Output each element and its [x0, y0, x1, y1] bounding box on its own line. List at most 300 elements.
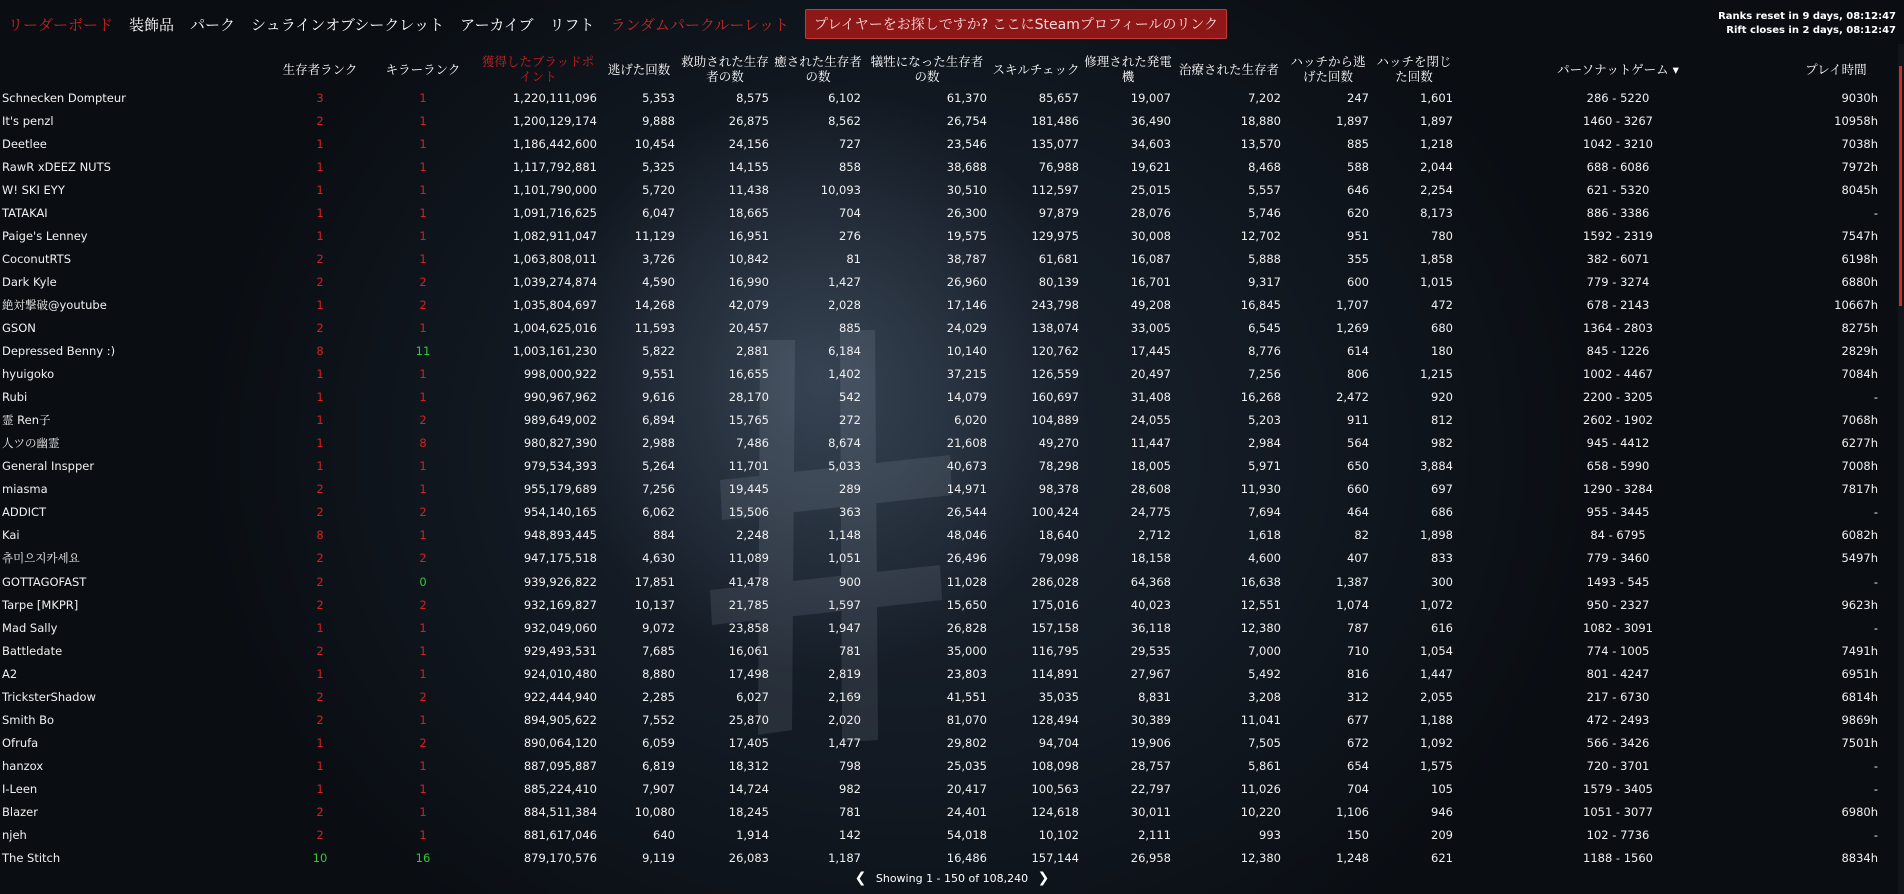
table-row[interactable] [0, 777, 1892, 800]
survivor-rank: 1 [316, 758, 324, 773]
stat-cell: 1,220,111,096 [512, 90, 597, 105]
player-name[interactable]: General Inspper [2, 459, 95, 474]
killer-rank: 1 [419, 459, 427, 474]
stat-cell: 61,681 [1038, 251, 1079, 266]
prev-page-icon[interactable]: ❮ [854, 870, 867, 886]
player-name[interactable]: 츄미으지카세요 [2, 551, 80, 566]
table-row[interactable] [0, 409, 1892, 432]
table-row[interactable] [0, 847, 1892, 870]
stat-cell: 5,264 [642, 459, 675, 474]
stat-cell: 858 [839, 159, 861, 174]
stat-cell: 1,387 [1336, 574, 1369, 589]
playtime-cell: 6980h [1841, 804, 1878, 819]
killer-rank: 2 [419, 551, 427, 566]
column-playtime[interactable]: プレイ時間 [1805, 61, 1867, 77]
stat-cell: 7,256 [642, 482, 675, 497]
stat-cell: 646 [1347, 182, 1369, 197]
stat-cell: 464 [1347, 505, 1369, 520]
stat-cell: 620 [1347, 205, 1369, 220]
survivor-rank: 2 [316, 320, 324, 335]
stat-cell: 1,858 [1420, 251, 1453, 266]
survivor-rank: 2 [316, 828, 324, 843]
player-name[interactable]: The Stitch [2, 851, 61, 866]
stat-cell: 150 [1347, 828, 1369, 843]
stat-cell: 4,630 [642, 551, 675, 566]
stat-cell: 16,951 [728, 228, 769, 243]
stat-cell: 27,967 [1130, 666, 1171, 681]
stat-cell: 5,325 [642, 159, 675, 174]
stat-cell: 932,049,060 [523, 620, 597, 635]
nav-random-perk-roulette[interactable]: ランダムパークルーレット [610, 15, 789, 34]
stat-cell: 5,557 [1248, 182, 1281, 197]
stat-cell: 25,015 [1130, 182, 1171, 197]
stat-cell: 243,798 [1031, 297, 1079, 312]
player-name[interactable]: Tarpe [MKPR] [2, 597, 79, 612]
table-row[interactable] [0, 132, 1892, 155]
personal-games-cell: 945 - 4412 [1586, 436, 1650, 451]
table-row[interactable] [0, 639, 1892, 662]
stat-cell: 812 [1431, 413, 1453, 428]
playtime-cell: 7038h [1841, 136, 1878, 151]
stat-cell: 911 [1347, 413, 1369, 428]
stat-cell: 686 [1431, 505, 1453, 520]
stat-cell: 181,486 [1031, 113, 1079, 128]
table-row[interactable] [0, 247, 1892, 270]
column-escapes[interactable]: 逃げた回数 [607, 61, 671, 77]
stat-cell: 11,701 [728, 459, 769, 474]
killer-rank: 0 [419, 574, 427, 589]
survivor-rank: 2 [316, 712, 324, 727]
killer-rank: 1 [419, 251, 427, 266]
leaderboard-table [0, 52, 1892, 870]
personal-games-cell: 1364 - 2803 [1583, 320, 1653, 335]
playtime-cell: 6082h [1841, 528, 1878, 543]
stat-cell: 8,173 [1420, 205, 1453, 220]
playtime-cell: 10958h [1834, 113, 1878, 128]
table-row[interactable] [0, 708, 1892, 731]
killer-rank: 2 [419, 597, 427, 612]
stat-cell: 7,202 [1248, 90, 1281, 105]
table-row[interactable] [0, 316, 1892, 339]
stat-cell: 160,697 [1031, 390, 1079, 405]
stat-cell: 1,597 [828, 597, 861, 612]
stat-cell: 26,083 [728, 851, 769, 866]
survivor-rank: 2 [316, 574, 324, 589]
stat-cell: 6,020 [954, 413, 987, 428]
stat-cell: 355 [1347, 251, 1369, 266]
stat-cell: 14,724 [728, 781, 769, 796]
stat-cell: 64,368 [1130, 574, 1171, 589]
stat-cell: 16,268 [1240, 390, 1281, 405]
stat-cell: 5,033 [828, 459, 861, 474]
pagination-text: Showing 1 - 150 of 108,240 [875, 872, 1029, 885]
stat-cell: 920 [1431, 390, 1453, 405]
personal-games-cell: 102 - 7736 [1586, 828, 1650, 843]
player-name[interactable]: I-Leen [2, 781, 38, 796]
playtime-cell: 5497h [1841, 551, 1878, 566]
stat-cell: 128,494 [1031, 712, 1079, 727]
stat-cell: 833 [1431, 551, 1453, 566]
stat-cell: 982 [839, 781, 861, 796]
table-row[interactable] [0, 616, 1892, 639]
stat-cell: 1,898 [1420, 528, 1453, 543]
table-row[interactable] [0, 86, 1892, 109]
stat-cell: 80,139 [1038, 274, 1079, 289]
stat-cell: 2,111 [1138, 828, 1171, 843]
table-row[interactable] [0, 731, 1892, 754]
playtime-cell: 7817h [1841, 482, 1878, 497]
killer-rank: 1 [419, 712, 427, 727]
stat-cell: 78,298 [1038, 459, 1079, 474]
table-row[interactable] [0, 178, 1892, 201]
stat-cell: 23,546 [946, 136, 987, 151]
stat-cell: 18,312 [728, 758, 769, 773]
stat-cell: 727 [839, 136, 861, 151]
stat-cell: 30,011 [1130, 804, 1171, 819]
playtime-cell: 7068h [1841, 413, 1878, 428]
stat-cell: 929,493,531 [523, 643, 597, 658]
killer-rank: 2 [419, 689, 427, 704]
stat-cell: 2,248 [736, 528, 769, 543]
stat-cell: 8,674 [828, 436, 861, 451]
stat-cell: 946 [1431, 804, 1453, 819]
player-name[interactable]: 人ツの幽霊 [2, 436, 60, 451]
player-name[interactable]: 絶対撃破@youtube [2, 297, 107, 312]
stat-cell: 25,870 [728, 712, 769, 727]
stat-cell: 11,129 [634, 228, 675, 243]
killer-rank: 1 [419, 528, 427, 543]
column-survivor-rank[interactable]: 生存者ランク [282, 61, 358, 77]
stat-cell: 14,268 [634, 297, 675, 312]
stat-cell: 29,535 [1130, 643, 1171, 658]
survivor-rank: 2 [316, 505, 324, 520]
personal-games-cell: 720 - 3701 [1586, 758, 1650, 773]
column-bloodpoints[interactable]: 獲得したブラッドポイント [481, 54, 595, 84]
survivor-rank: 1 [316, 620, 324, 635]
column-survivors-sacrificed[interactable]: 犠牲になった生存者の数 [870, 54, 984, 84]
stat-cell: 24,775 [1130, 505, 1171, 520]
player-name[interactable]: Depressed Benny :) [2, 344, 116, 359]
stat-cell: 4,590 [642, 274, 675, 289]
stat-cell: 17,498 [728, 666, 769, 681]
stat-cell: 885 [839, 320, 861, 335]
stat-cell: 680 [1431, 320, 1453, 335]
stat-cell: 16,486 [946, 851, 987, 866]
column-killer-rank[interactable]: キラーランク [385, 61, 461, 77]
stat-cell: 10,140 [946, 344, 987, 359]
player-name[interactable]: Dark Kyle [2, 274, 57, 289]
stat-cell: 21,785 [728, 597, 769, 612]
player-name[interactable]: Deetlee [2, 136, 47, 151]
stat-cell: 33,005 [1130, 320, 1171, 335]
stat-cell: 806 [1347, 367, 1369, 382]
table-row[interactable] [0, 685, 1892, 708]
playtime-cell: 9623h [1841, 597, 1878, 612]
column-skill-checks[interactable]: スキルチェック [992, 61, 1080, 77]
player-name[interactable]: GSON [2, 320, 36, 335]
stat-cell: 16,061 [728, 643, 769, 658]
player-name[interactable]: W! SKI EYY [2, 182, 65, 197]
stat-cell: 11,930 [1240, 482, 1281, 497]
player-name[interactable]: It's penzl [2, 113, 54, 128]
player-name[interactable]: Ofrufa [2, 735, 39, 750]
stat-cell: 924,010,480 [523, 666, 597, 681]
stat-cell: 816 [1347, 666, 1369, 681]
player-name[interactable]: RawR xDEEZ NUTS [2, 159, 111, 174]
table-row[interactable] [0, 455, 1892, 478]
survivor-rank: 1 [316, 205, 324, 220]
nav-leaderboard[interactable]: リーダーボード [8, 15, 114, 34]
table-row[interactable] [0, 363, 1892, 386]
stat-cell: 6,819 [642, 758, 675, 773]
stat-cell: 8,562 [828, 113, 861, 128]
stat-cell: 24,029 [946, 320, 987, 335]
stat-cell: 798 [839, 758, 861, 773]
stat-cell: 6,545 [1248, 320, 1281, 335]
player-name[interactable]: TricksterShadow [2, 689, 96, 704]
table-row[interactable] [0, 155, 1892, 178]
table-row[interactable] [0, 824, 1892, 847]
playtime-cell: 6814h [1841, 689, 1878, 704]
nav-archives[interactable]: アーカイブ [460, 15, 534, 34]
survivor-rank: 8 [316, 344, 324, 359]
playtime-cell: 7008h [1841, 459, 1878, 474]
playtime-cell: 6880h [1841, 274, 1878, 289]
player-name[interactable]: miasma [2, 482, 48, 497]
stat-cell: 15,765 [728, 413, 769, 428]
stat-cell: 939,926,822 [523, 574, 597, 589]
player-name[interactable]: Rubi [2, 390, 28, 405]
player-name[interactable]: Kai [2, 528, 20, 543]
table-row[interactable] [0, 293, 1892, 316]
stat-cell: 990,967,962 [523, 390, 597, 405]
stat-cell: 564 [1347, 436, 1369, 451]
stat-cell: 16,087 [1130, 251, 1171, 266]
stat-cell: 10,093 [820, 182, 861, 197]
column-hatches-closed[interactable]: ハッチを閉じた回数 [1376, 54, 1452, 84]
table-row[interactable] [0, 593, 1892, 616]
stat-cell: 20,417 [946, 781, 987, 796]
stat-cell: 40,673 [946, 459, 987, 474]
nav-cosmetics[interactable]: 装飾品 [129, 15, 175, 34]
next-page-icon[interactable]: ❯ [1037, 870, 1050, 886]
stat-cell: 1,447 [1420, 666, 1453, 681]
table-row[interactable] [0, 224, 1892, 247]
stat-cell: 11,447 [1130, 436, 1171, 451]
player-name[interactable]: 霊 Ren子 [2, 413, 51, 428]
killer-rank: 1 [419, 643, 427, 658]
column-survivors-healed[interactable]: 癒された生存者の数 [774, 54, 862, 84]
stat-cell: 989,649,002 [523, 413, 597, 428]
player-name[interactable]: ADDICT [2, 505, 47, 520]
stat-cell: 9,616 [642, 390, 675, 405]
stat-cell: 8,880 [642, 666, 675, 681]
table-row[interactable] [0, 201, 1892, 224]
stat-cell: 100,563 [1031, 781, 1079, 796]
stat-cell: 472 [1431, 297, 1453, 312]
table-row[interactable] [0, 478, 1892, 501]
stat-cell: 40,023 [1130, 597, 1171, 612]
column-player[interactable] [0, 52, 270, 86]
stat-cell: 175,016 [1031, 597, 1079, 612]
stat-cell: 26,828 [946, 620, 987, 635]
column-survivors-healed-total[interactable]: 治療された生存者 [1178, 61, 1279, 77]
stat-cell: 1,188 [1420, 712, 1453, 727]
table-row[interactable] [0, 109, 1892, 132]
stat-cell: 1,477 [828, 735, 861, 750]
killer-rank: 1 [419, 182, 427, 197]
stat-cell: 710 [1347, 643, 1369, 658]
nav-rift[interactable]: リフト [549, 15, 595, 34]
stat-cell: 116,795 [1031, 643, 1079, 658]
table-row[interactable] [0, 754, 1892, 777]
nav-shrine[interactable]: シュラインオブシークレット [251, 15, 445, 34]
stat-cell: 18,245 [728, 804, 769, 819]
stat-cell: 23,803 [946, 666, 987, 681]
stat-cell: 5,353 [642, 90, 675, 105]
stat-cell: 26,300 [946, 205, 987, 220]
player-name[interactable]: A2 [2, 666, 18, 681]
killer-rank: 1 [419, 482, 427, 497]
steam-profile-button[interactable]: プレイヤーをお探しですか? ここにSteamプロフィールのリンク [805, 9, 1227, 39]
stat-cell: 135,077 [1031, 136, 1079, 151]
killer-rank: 1 [419, 758, 427, 773]
stat-cell: 29,802 [946, 735, 987, 750]
survivor-rank: 1 [316, 367, 324, 382]
stat-cell: 954,140,165 [523, 505, 597, 520]
stat-cell: 26,496 [946, 551, 987, 566]
player-name[interactable]: Smith Bo [2, 712, 55, 727]
stat-cell: 1,003,161,230 [512, 344, 597, 359]
player-name[interactable]: Mad Sally [2, 620, 58, 635]
stat-cell: 600 [1347, 274, 1369, 289]
stat-cell: 7,256 [1248, 367, 1281, 382]
stat-cell: 1,897 [1336, 113, 1369, 128]
stat-cell: 6,062 [642, 505, 675, 520]
playtime-cell: 6198h [1841, 251, 1878, 266]
table-row[interactable] [0, 270, 1892, 293]
column-personal-games[interactable]: パーソナットゲーム ▾ [1557, 61, 1679, 77]
survivor-rank: 1 [316, 666, 324, 681]
stat-cell: 112,597 [1031, 182, 1079, 197]
table-row[interactable] [0, 662, 1892, 685]
survivor-rank: 1 [316, 436, 324, 451]
stat-cell: 18,665 [728, 205, 769, 220]
player-name[interactable]: hyuigoko [2, 367, 55, 382]
table-row[interactable] [0, 570, 1892, 593]
table-row[interactable] [0, 800, 1892, 823]
stat-cell: 76,988 [1038, 159, 1079, 174]
stat-cell: 10,454 [634, 136, 675, 151]
stat-cell: 2,881 [736, 344, 769, 359]
stat-cell: 363 [839, 505, 861, 520]
stat-cell: 955,179,689 [523, 482, 597, 497]
stat-cell: 979,534,393 [523, 459, 597, 474]
personal-games-cell: 678 - 2143 [1586, 297, 1650, 312]
stat-cell: 22,797 [1130, 781, 1171, 796]
player-name[interactable]: GOTTAGOFAST [2, 574, 87, 589]
stat-cell: 26,958 [1130, 851, 1171, 866]
stat-cell: 8,776 [1248, 344, 1281, 359]
scrollbar[interactable] [1898, 44, 1904, 894]
playtime-cell: - [1873, 781, 1878, 796]
player-name[interactable]: TATAKAI [2, 205, 48, 220]
stat-cell: 7,907 [642, 781, 675, 796]
stat-cell: 54,018 [946, 828, 987, 843]
column-survivors-rescued[interactable]: 救助された生存者の数 [681, 54, 769, 84]
table-row[interactable] [0, 386, 1892, 409]
stat-cell: 25,035 [946, 758, 987, 773]
stat-cell: 1,269 [1336, 320, 1369, 335]
stat-cell: 588 [1347, 159, 1369, 174]
playtime-cell: - [1873, 390, 1878, 405]
player-name[interactable]: Schnecken Dompteur [2, 90, 126, 105]
killer-rank: 11 [415, 344, 431, 359]
stat-cell: 272 [839, 413, 861, 428]
personal-games-cell: 1460 - 3267 [1583, 113, 1653, 128]
column-generators-repaired[interactable]: 修理された発電機 [1084, 54, 1172, 84]
stat-cell: 1,051 [828, 551, 861, 566]
player-name[interactable]: hanzox [2, 758, 44, 773]
stat-cell: 1,091,716,625 [512, 205, 597, 220]
stat-cell: 1,218 [1420, 136, 1453, 151]
survivor-rank: 2 [316, 689, 324, 704]
personal-games-cell: 1579 - 3405 [1583, 781, 1653, 796]
personal-games-cell: 779 - 3460 [1586, 551, 1650, 566]
table-row[interactable] [0, 501, 1892, 524]
table-row[interactable] [0, 547, 1892, 570]
table-row[interactable] [0, 524, 1892, 547]
table-row[interactable] [0, 432, 1892, 455]
player-name[interactable]: Blazer [2, 804, 38, 819]
stat-cell: 129,975 [1031, 228, 1079, 243]
stat-cell: 780 [1431, 228, 1453, 243]
player-name[interactable]: CoconutRTS [2, 251, 71, 266]
stat-cell: 13,570 [1240, 136, 1281, 151]
personal-games-cell: 688 - 6086 [1586, 159, 1650, 174]
nav-perks[interactable]: パーク [190, 15, 236, 34]
stat-cell: 881,617,046 [523, 828, 597, 843]
stat-cell: 11,089 [728, 551, 769, 566]
player-name[interactable]: Paige's Lenney [2, 228, 88, 243]
personal-games-cell: 1042 - 3210 [1583, 136, 1653, 151]
scrollbar-thumb[interactable] [1899, 66, 1902, 306]
stat-cell: 16,990 [728, 274, 769, 289]
killer-rank: 2 [419, 274, 427, 289]
stat-cell: 11,026 [1240, 781, 1281, 796]
stat-cell: 922,444,940 [523, 689, 597, 704]
stat-cell: 85,657 [1038, 90, 1079, 105]
stat-cell: 2,169 [828, 689, 861, 704]
personal-games-cell: 774 - 1005 [1586, 643, 1650, 658]
column-hatch-escapes[interactable]: ハッチから逃げた回数 [1290, 54, 1366, 84]
stat-cell: 24,156 [728, 136, 769, 151]
survivor-rank: 2 [316, 113, 324, 128]
personal-games-cell: 950 - 2327 [1586, 597, 1650, 612]
player-name[interactable]: njeh [2, 828, 27, 843]
stat-cell: 19,007 [1130, 90, 1171, 105]
stat-cell: 18,005 [1130, 459, 1171, 474]
killer-rank: 2 [419, 297, 427, 312]
stat-cell: 7,000 [1248, 643, 1281, 658]
stat-cell: 42,079 [728, 297, 769, 312]
table-row[interactable] [0, 340, 1892, 363]
killer-rank: 2 [419, 505, 427, 520]
player-name[interactable]: Battledate [2, 643, 63, 658]
stat-cell: 6,059 [642, 735, 675, 750]
stat-cell: 1,427 [828, 274, 861, 289]
stat-cell: 884 [653, 528, 675, 543]
